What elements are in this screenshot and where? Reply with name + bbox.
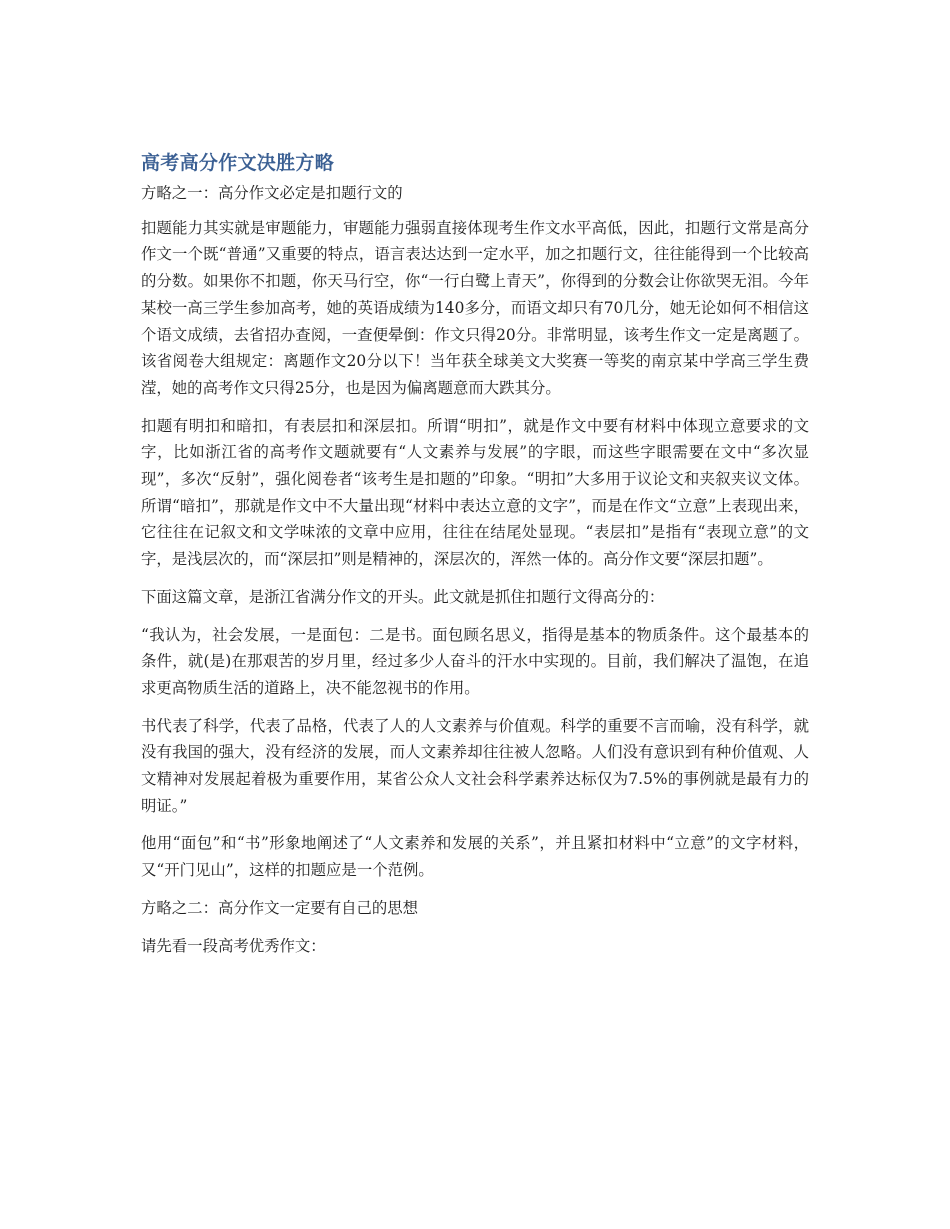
paragraph-commentary: 他用“面包”和“书”形象地阐述了“人文素养和发展的关系”，并且紧扣材料中“立意”的文字材料，又“开门见山”，这样的扣题应是一个范例。: [141, 834, 809, 880]
paragraph-quote-part-1: “我认为，社会发展，一是面包：二是书。面包顾名思义，指得是基本的物质条件。这个最基本的条件，就(是)在那艰苦的岁月里，经过多少人奋斗的汗水中实现的。目前，我们解决了温饱，在追求更高物质生活的道路上，决不能忽视书的作用。: [141, 625, 809, 697]
paragraph-topic-ability: 扣题能力其实就是审题能力，审题能力强弱直接体现考生作文水平高低，因此，扣题行文常是高分作文一个既“普通”又重要的特点，语言表达达到一定水平，加之扣题行文，往往能得到一个比较高的分数。如果你不扣题，你天马行空，你“一行白鹭上青天”，你得到的分数会让你欲哭无泪。今年某校一高三学生参加高考，她的英语成绩为140多分，而语文却只有70几分，她无论如何不相信这个语文成绩，去省招办查阅，一查便晕倒：作文只得20分。非常明显，该考生作文一定是离题了。该省阅卷大组规定：离题作文20分以下！当年获全球美文大奖赛一等奖的南京某中学高三学生费滢，她的高考作文只得25分，也是因为偏离题意而大跌其分。: [141, 218, 809, 397]
document-title: 高考高分作文决胜方略: [141, 152, 335, 174]
paragraph-quote-part-2: 书代表了科学，代表了品格，代表了人的人文素养与价值观。科学的重要不言而喻，没有科学，就没有我国的强大，没有经济的发展，而人文素养却往往被人忽略。人们没有意识到有种价值观、人文精神对发展起着极为重要作用，某省公众人文社会科学素养达标仅为7.5%的事例就是最有力的明证。”: [141, 716, 809, 815]
document-body: [141, 148, 809, 970]
paragraph-explicit-implicit: 扣题有明扣和暗扣，有表层扣和深层扣。所谓“明扣”，就是作文中要有材料中体现立意要求的文字，比如浙江省的高考作文题就要有“人文素养与发展”的字眼，而这些字眼需要在文中“多次显现”，多次“反射”，强化阅卷者“该考生是扣题的”印象。“明扣”大多用于议论文和夹叙夹议文体。所谓“暗扣”，那就是作文中不大量出现“材料中表达立意的文字”，而是在作文“立意”上表现出来，它往往在记叙文和文学味浓的文章中应用，往往在结尾处显现。“表层扣”是指有“表现立意”的文字，是浅层次的，而“深层扣”则是精神的，深层次的，浑然一体的。高分作文要“深层扣题”。: [141, 416, 809, 569]
paragraph-read-example: 请先看一段高考优秀作文：: [141, 936, 326, 955]
paragraph-example-intro: 下面这篇文章，是浙江省满分作文的开头。此文就是抓住扣题行文得高分的：: [141, 587, 665, 606]
section-heading-strategy-1: 方略之一：高分作文必定是扣题行文的: [141, 184, 403, 202]
section-heading-strategy-2: 方略之二：高分作文一定要有自己的思想: [141, 898, 419, 917]
